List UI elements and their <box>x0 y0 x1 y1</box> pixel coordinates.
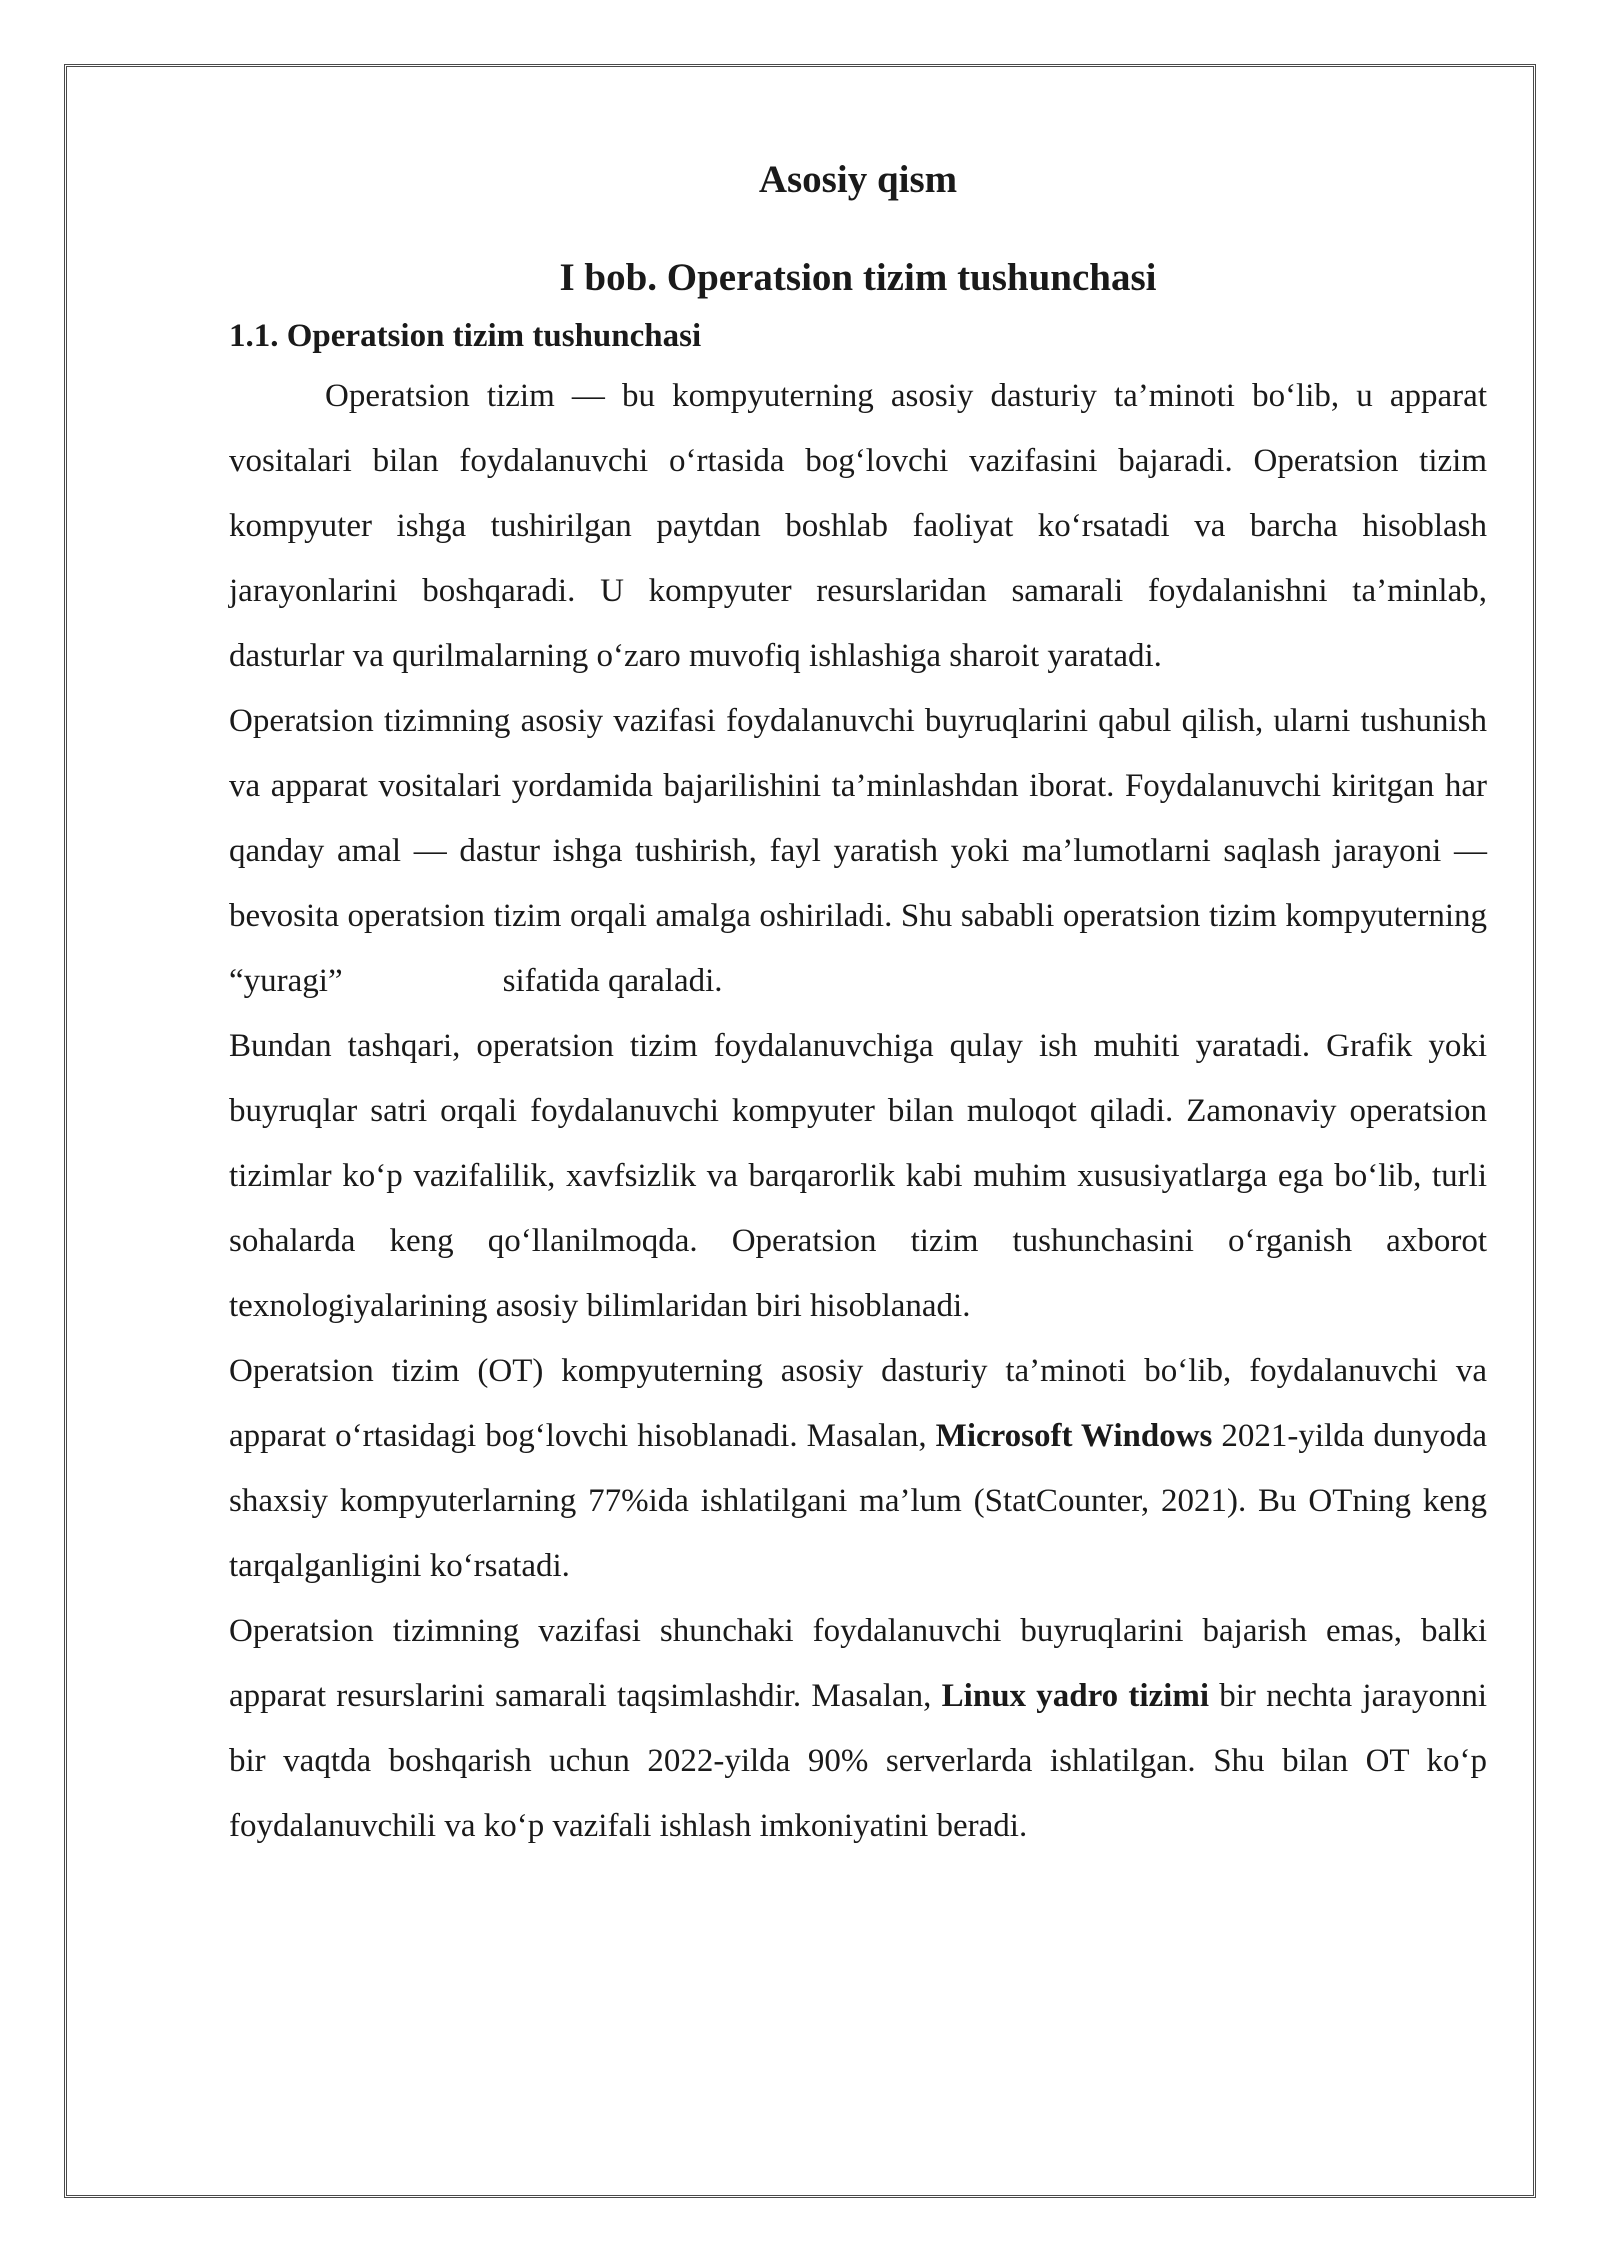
paragraph-2-text: Operatsion tizimning asosiy vazifasi foydalanuvchi buyruqlarini qabul qilish, ularni tushunish va apparat vositalari yordamida bajarilishini ta’minlashdan iborat. Foydalanuvchi kiritgan har qanday amal — dastur ishga tushirish, fayl yaratish yoki ma’lumotlarni saqlash jarayoni — bevosita operatsion tizim orqali amalga oshiriladi. Shu sababli operatsion tizim kompyuterning “yuragi” <box>229 703 1487 999</box>
paragraph-5 <box>229 1599 1487 1859</box>
section-heading: 1.1. Operatsion tizim tushunchasi <box>229 318 702 354</box>
paragraph-2 <box>229 689 1487 1014</box>
document-title: Asosiy qism <box>758 158 958 201</box>
paragraph-3: Bundan tashqari, operatsion tizim foydalanuvchiga qulay ish muhiti yaratadi. Grafik yoki buyruqlar satri orqali foydalanuvchi kompyuter bilan muloqot qiladi. Zamonaviy operatsion tizimlar ko‘p vazifalilik, xavfsizlik va barqarorlik kabi muhim xususiyatlarga ega bo‘lib, turli sohalarda keng qo‘llanilmoqda. Operatsion tizim tushunchasini o‘rganish axborot texnologiyalarining asosiy bilimlaridan biri hisoblanadi. <box>229 1028 1487 1324</box>
paragraph-4-text: Operatsion tizim (OT) kompyuterning asosiy dasturiy ta’minoti bo‘lib, foydalanuvchi va apparat o‘rtasidagi bog‘lovchi hisoblanadi. Masalan, <box>229 1353 1487 1454</box>
paragraph-5-text: Operatsion tizimning vazifasi shunchaki foydalanuvchi buyruqlarini bajarish emas, balki apparat resurslarini samarali taqsimlashdir. Masalan, <box>229 1613 1487 1714</box>
paragraph-4 <box>229 1339 1487 1599</box>
document-body <box>229 150 1487 1859</box>
paragraph-1: Operatsion tizim — bu kompyuterning asosiy dasturiy ta’minoti bo‘lib, u apparat vositalari bilan foydalanuvchi o‘rtasida bog‘lovchi vazifasini bajaradi. Operatsion tizim kompyuter ishga tushirilgan paytdan boshlab faoliyat ko‘rsatadi va barcha hisoblash jarayonlarini boshqaradi. U kompyuter resurslaridan samarali foydalanishni ta’minlab, dasturlar va qurilmalarning o‘zaro muvofiq ishlashiga sharoit yaratadi. <box>229 378 1487 674</box>
paragraph-5-bold: Linux yadro tizimi <box>941 1678 1209 1714</box>
paragraph-5-tail: bir nechta jarayonni bir vaqtda boshqarish uchun 2022-yilda 90% serverlarda ishlatilgan. Shu bilan OT ko‘p foydalanuvchili va ko‘p vazifali ishlash imkoniyatini beradi. <box>229 1678 1488 1844</box>
paragraph-4-bold: Microsoft Windows <box>935 1418 1213 1454</box>
paragraph-2-tail: sifatida qaraladi. <box>502 963 723 999</box>
chapter-heading: I bob. Operatsion tizim tushunchasi <box>559 256 1157 299</box>
paragraph-4-tail: 2021-yilda dunyoda shaxsiy kompyuterlarning 77%ida ishlatilgani ma’lum (StatCounter, 2021). Bu OTning keng tarqalganligini ko‘rsatadi. <box>229 1418 1488 1584</box>
